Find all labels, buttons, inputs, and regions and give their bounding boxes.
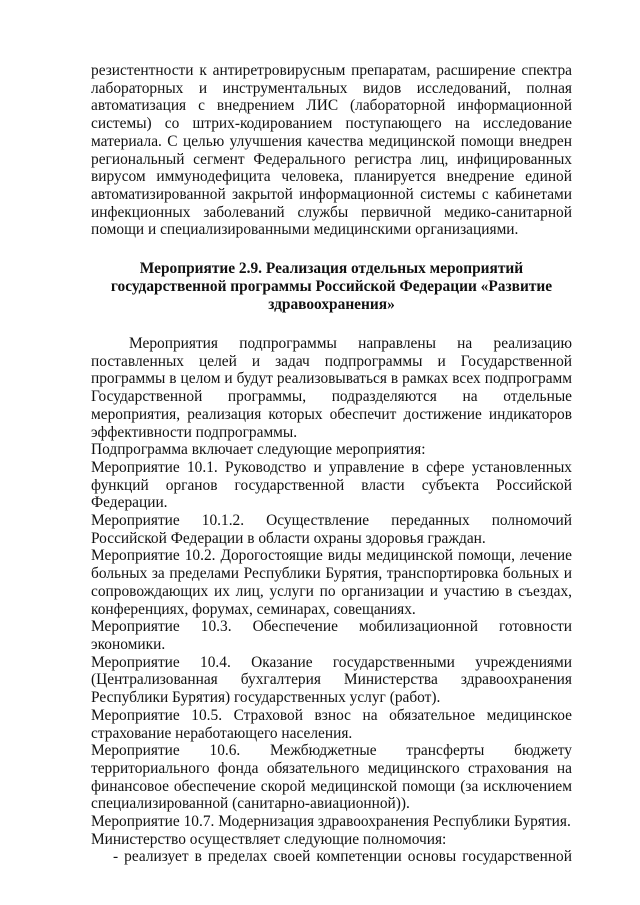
measure-item: Мероприятие 10.1.2. Осуществление переданных полномочий Российской Федерации в области охраны здоровья граждан. xyxy=(91,512,572,547)
ministry-intro: Министерство осуществляет следующие полномочия: xyxy=(91,830,447,848)
intro-paragraph: резистентности к антиретровирусным препаратам, расширение спектра лабораторных и инструментальных видов исследований, полная автоматизация с внедрением ЛИС (лабораторной информационной системы) со штрих-кодированием поступающего на исследование материала. С целью улучшения качества медицинской помощи внедрен региональный сегмент Федерального регистра лиц, инфицированных вирусом иммунодефицита человека, планируется внедрение единой автоматизированной закрытой информационной системы с кабинетами инфекционных заболеваний службы первичной медико-санитарной помощи и специализированными медицинскими организациями. xyxy=(91,62,572,239)
measure-item: Мероприятие 10.5. Страховой взнос на обязательное медицинское страхование неработающего населения. xyxy=(91,706,572,742)
measure-item: Мероприятие 10.7. Модернизация здравоохранения Республики Бурятия. xyxy=(91,813,571,831)
section-heading: Мероприятие 2.9. Реализация отдельных мероприятий государственной программы Российской Федерации «Развитие здравоохранения» xyxy=(110,260,553,314)
measure-item: Мероприятие 10.2. Дорогостоящие виды медицинской помощи, лечение больных за пределами Республики Бурятия, транспортировка больных и сопровождающих их лиц, услуги по организации и участию в съездах, конференциях, форумах, семинарах, совещаниях. xyxy=(91,547,572,618)
ministry-bullet: - реализует в пределах своей компетенции основы государственной xyxy=(113,848,572,866)
list-intro: Подпрограмма включает следующие мероприятия: xyxy=(91,441,426,459)
measure-item: Мероприятие 10.1. Руководство и управление в сфере установленных функций органов государственной власти субъекта Российской Федерации. xyxy=(91,458,572,512)
measure-item: Мероприятие 10.6. Межбюджетные трансферты бюджету территориального фонда обязательного медицинского страхования на финансовое обеспечение скорой медицинской помощи (за исключением специализированной (санитарно-авиационной)). xyxy=(91,742,572,813)
body-paragraph: Мероприятия подпрограммы направлены на реализацию поставленных целей и задач подпрограммы и Государственной программы в целом и будут реализовываться в рамках всех подпрограмм Государственной программы, подразделяются на отдельные мероприятия, реализация которых обеспечит достижение индикаторов эффективности подпрограммы. xyxy=(91,335,572,441)
measure-item: Мероприятие 10.4. Оказание государственными учреждениями (Централизованная бухгалтерия Министерства здравоохранения Республики Бурятия) государственных услуг (работ). xyxy=(91,653,572,707)
measure-item: Мероприятие 10.3. Обеспечение мобилизационной готовности экономики. xyxy=(91,618,572,653)
document-page xyxy=(91,62,572,866)
